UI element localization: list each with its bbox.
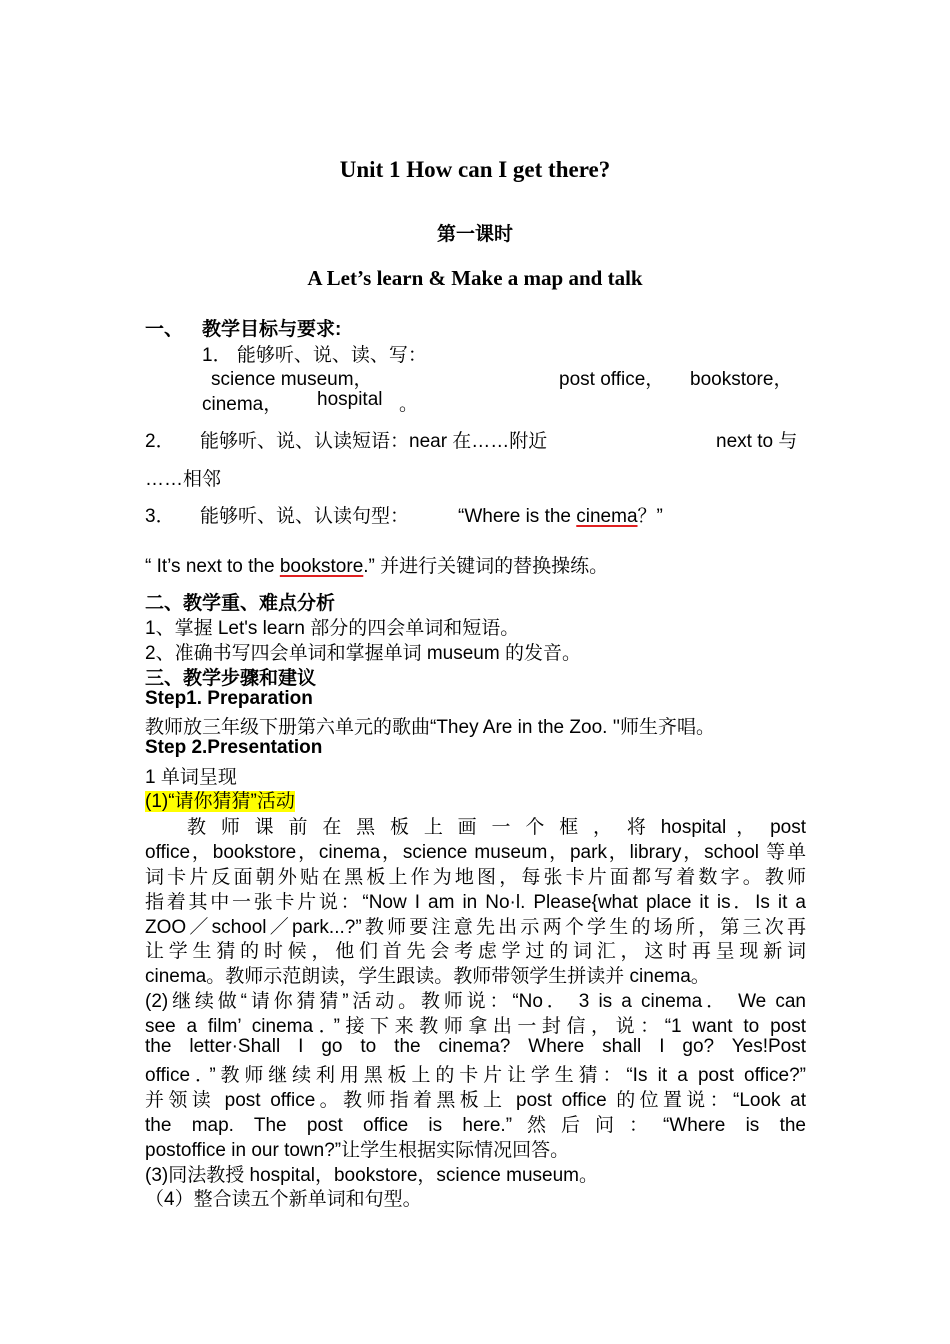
step2-heading: Step 2.Presentation bbox=[145, 737, 323, 758]
step1-text: 教师放三年级下册第六单元的歌曲“They Are in the Zoo. ''师生齐唱。 bbox=[145, 717, 715, 738]
activity-step-4: （4）整合读五个新单词和句型。 bbox=[145, 1189, 422, 1210]
paragraph-line: 指着其中一张卡片说：“Now I am in No·l. Please{what place it is．Is it a bbox=[145, 892, 806, 913]
paragraph-line: (2)继续做“请你猜猜”活动。教师说：“No． 3 is a cinema． We can bbox=[145, 991, 806, 1012]
sub-heading: 1 单词呈现 bbox=[145, 767, 237, 788]
key-point-2: 2、准确书写四会单词和掌握单词 museum 的发音。 bbox=[145, 643, 581, 664]
objective-3: 能够听、说、认读句型： bbox=[200, 506, 410, 527]
keyword-cinema: cinema bbox=[576, 506, 638, 527]
objective-2-number: 2． bbox=[145, 431, 175, 452]
section3-heading: 三、教学步骤和建议 bbox=[145, 668, 317, 689]
activity-heading bbox=[145, 786, 295, 813]
vocab-end: 。 bbox=[399, 394, 419, 415]
section2-heading: 二、教学重、难点分析 bbox=[145, 593, 336, 614]
step1-heading: Step1. Preparation bbox=[145, 688, 313, 709]
paragraph-line: 教 师 课 前 在 黑 板 上 画 一 个 框 ， 将 hospital ， post bbox=[187, 817, 806, 838]
vocab-word: bookstore， bbox=[690, 369, 793, 390]
sentence-text: ？” bbox=[637, 506, 663, 527]
vocab-word: cinema， bbox=[202, 394, 283, 415]
paragraph-line: the map. The post office is here.”然后问：“Where is the bbox=[145, 1115, 806, 1136]
paragraph-line: office．”教师继续利用黑板上的卡片让学生猜：“Is it a post office?” bbox=[145, 1065, 806, 1086]
vocab-word: science museum， bbox=[211, 369, 373, 390]
section1-heading: 教学目标与要求: bbox=[202, 319, 342, 340]
sentence-text: “ It’s next to the bbox=[145, 556, 280, 577]
paragraph-line: see a film’ cinema．”接下来教师拿出一封信，说：“1 want to post bbox=[145, 1016, 806, 1037]
paragraph-line: the letter·Shall I go to the cinema? Where shall I go? Yes!Post bbox=[145, 1036, 806, 1057]
objective-1: 1． 能够听、说、读、写： bbox=[202, 345, 427, 366]
document-title: Unit 1 How can I get there? bbox=[339, 157, 611, 182]
document-subtitle: A Let’s learn & Make a map and talk bbox=[307, 266, 643, 290]
lesson-label: 第一课时 bbox=[436, 224, 513, 245]
sentence-answer bbox=[145, 551, 608, 578]
objective-2-cont: ……相邻 bbox=[145, 469, 222, 490]
key-point-1: 1、掌握 Let's learn 部分的四会单词和短语。 bbox=[145, 618, 520, 639]
sentence-text: “Where is the bbox=[458, 506, 577, 527]
objective-2-phrase: next to 与 bbox=[716, 431, 798, 452]
objective-3-number: 3． bbox=[145, 506, 175, 527]
vocab-word: post office， bbox=[559, 369, 665, 390]
paragraph-line: 让学生猜的时候，他们首先会考虑学过的词汇，这时再呈现新词 bbox=[145, 941, 806, 962]
paragraph-line: 并领读 post office。教师指着黑板上 post office 的位置说：“Look at bbox=[145, 1090, 806, 1111]
activity-step-3: (3)同法教授 hospital，bookstore，science museum。 bbox=[145, 1165, 598, 1186]
paragraph-line: office，bookstore，cinema，science museum，park，library，school 等单 bbox=[145, 842, 806, 863]
sentence-text: .” 并进行关键词的替换操练。 bbox=[363, 556, 609, 577]
highlighted-text: (1)“请你猜猜”活动 bbox=[145, 791, 295, 812]
paragraph-line: postoffice in our town?”让学生根据实际情况回答。 bbox=[145, 1140, 570, 1161]
paragraph-line: 词卡片反面朝外贴在黑板上作为地图，每张卡片面都写着数字。教师 bbox=[145, 867, 806, 888]
paragraph-line: cinema。教师示范朗读，学生跟读。教师带领学生拼读并 cinema。 bbox=[145, 966, 710, 987]
objective-2: 能够听、说、认读短语：near 在……附近 bbox=[200, 431, 548, 452]
section1-number: 一、 bbox=[145, 319, 184, 340]
sentence-question bbox=[458, 501, 663, 528]
keyword-bookstore: bookstore bbox=[279, 556, 364, 577]
paragraph-line: ZOO／school／park...?”教师要注意先出示两个学生的场所，第三次再 bbox=[145, 917, 806, 938]
vocab-word: hospital bbox=[317, 389, 383, 410]
